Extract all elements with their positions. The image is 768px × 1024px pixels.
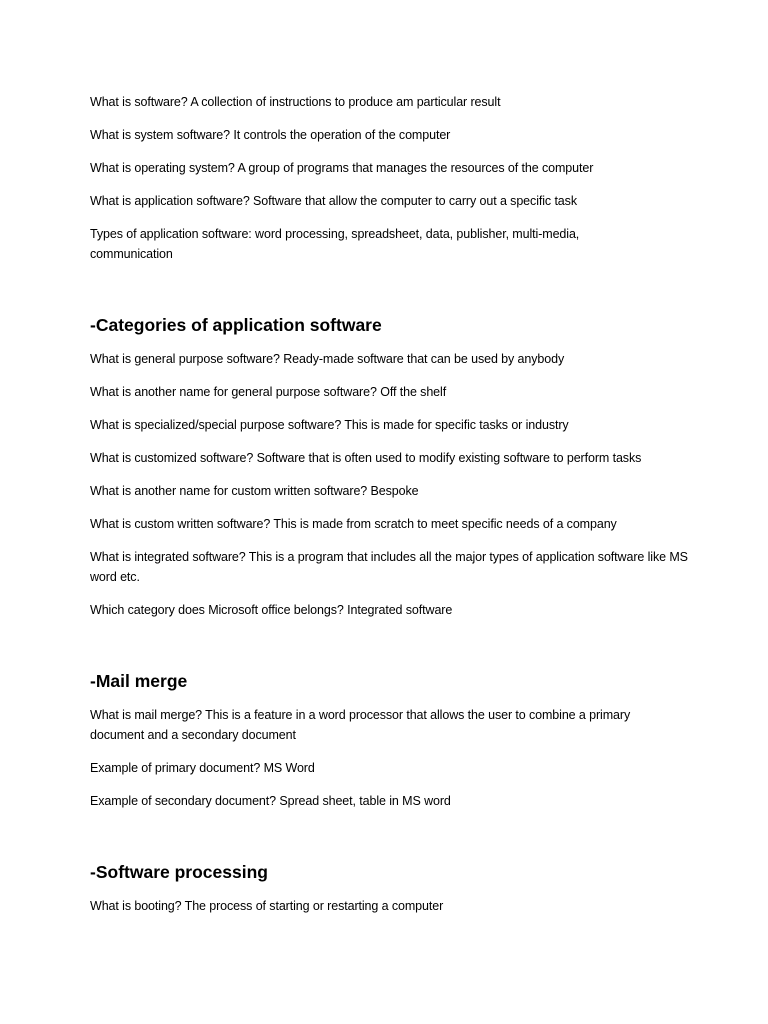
- section-heading-categories: -Categories of application software: [90, 315, 382, 335]
- categories-paragraph-4: What is customized software? Software that is often used to modify existing software to perform tasks: [90, 451, 642, 465]
- intro-paragraph-1: What is software? A collection of instructions to produce am particular result: [90, 95, 501, 109]
- categories-paragraph-5: What is another name for custom written software? Bespoke: [90, 484, 419, 498]
- document-page: [90, 92, 690, 929]
- intro-paragraph-5: Types of application software: word processing, spreadsheet, data, publisher, multi-media, communication: [90, 227, 580, 261]
- categories-paragraph-1: What is general purpose software? Ready-made software that can be used by anybody: [90, 352, 565, 366]
- mail-merge-paragraph-2: Example of primary document? MS Word: [90, 761, 315, 775]
- categories-paragraph-7: What is integrated software? This is a program that includes all the major types of application software like MS word etc.: [90, 550, 688, 584]
- categories-paragraph-6: What is custom written software? This is made from scratch to meet specific needs of a company: [90, 517, 617, 531]
- categories-paragraph-8: Which category does Microsoft office belongs? Integrated software: [90, 603, 453, 617]
- intro-paragraph-2: What is system software? It controls the operation of the computer: [90, 128, 451, 142]
- mail-merge-paragraph-3: Example of secondary document? Spread sheet, table in MS word: [90, 794, 451, 808]
- section-heading-software-processing: -Software processing: [90, 862, 268, 882]
- software-processing-paragraph-1: What is booting? The process of starting or restarting a computer: [90, 899, 444, 913]
- intro-paragraph-3: What is operating system? A group of programs that manages the resources of the computer: [90, 161, 594, 175]
- section-heading-mail-merge: -Mail merge: [90, 671, 188, 691]
- intro-paragraph-4: What is application software? Software that allow the computer to carry out a specific task: [90, 194, 577, 208]
- categories-paragraph-3: What is specialized/special purpose software? This is made for specific tasks or industry: [90, 418, 569, 432]
- categories-paragraph-2: What is another name for general purpose software? Off the shelf: [90, 385, 447, 399]
- mail-merge-paragraph-1: What is mail merge? This is a feature in a word processor that allows the user to combine a primary document and a secondary document: [90, 708, 631, 742]
